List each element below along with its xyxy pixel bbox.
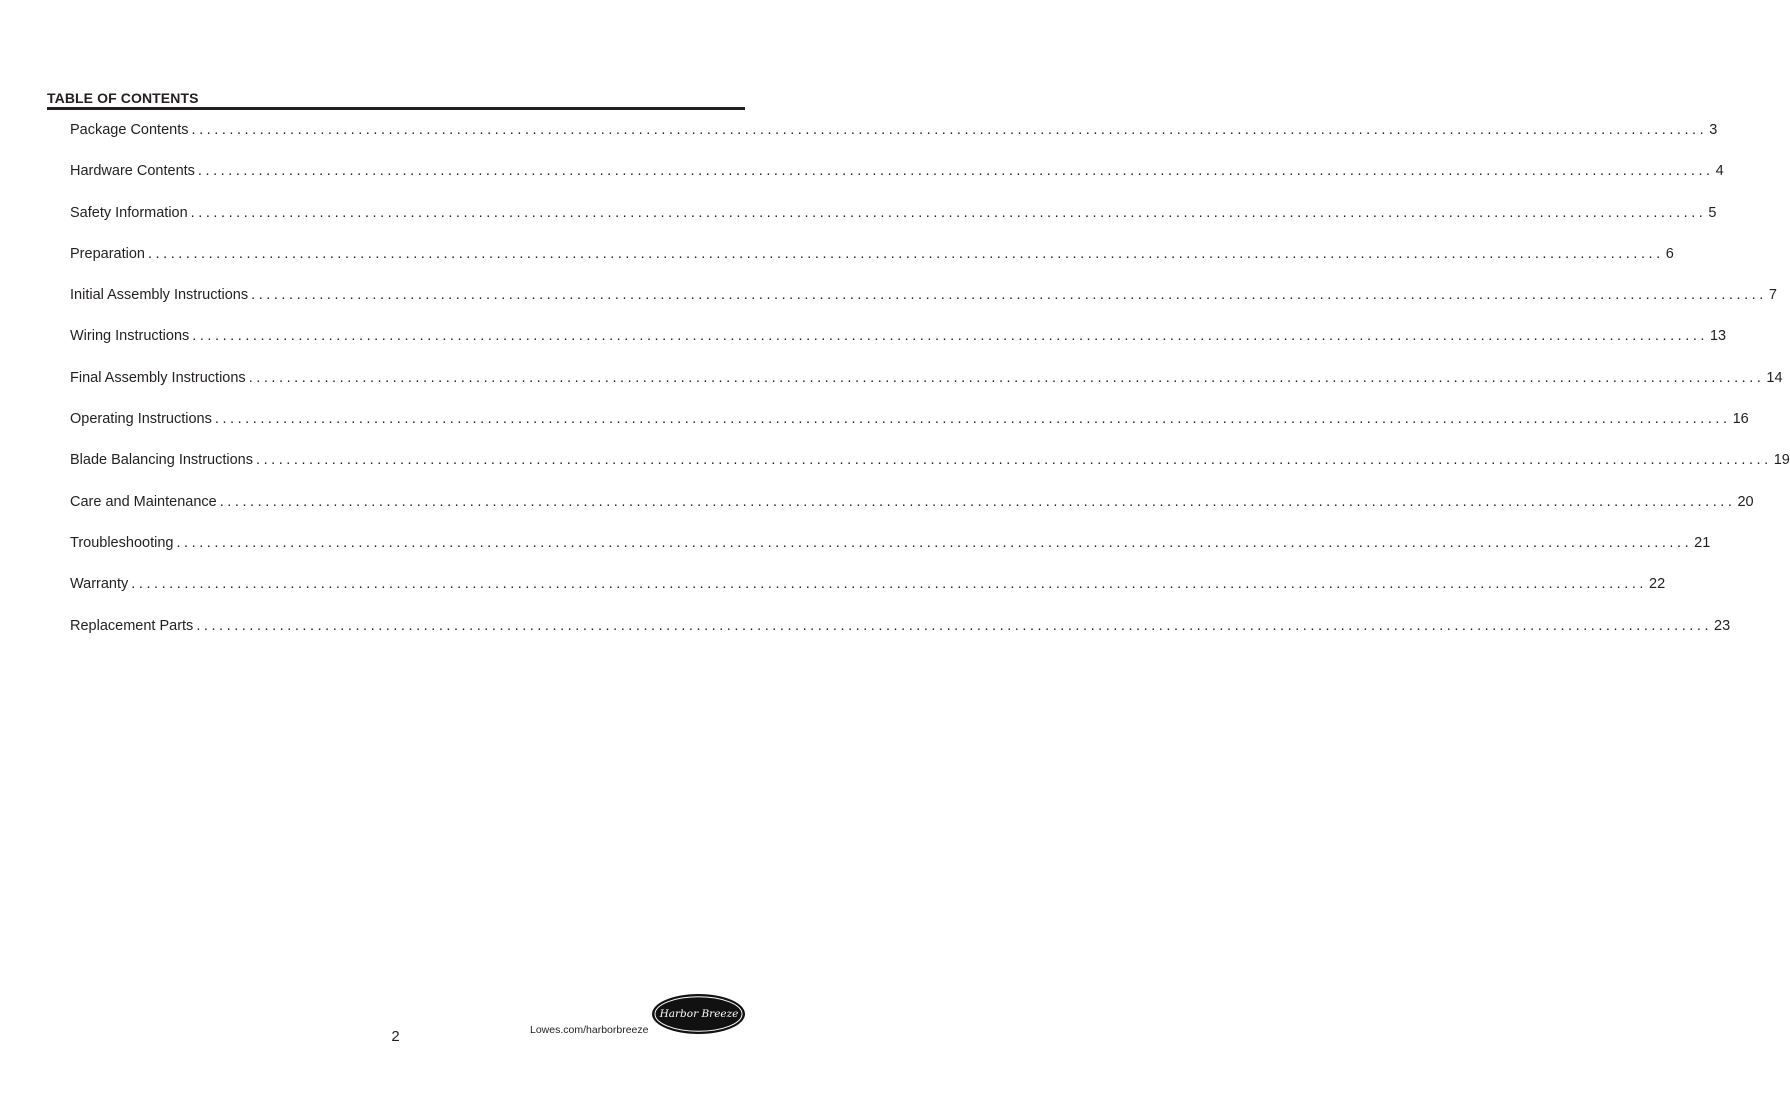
toc-leader-dots: ........................................................................................................................................................................................................: [131, 576, 1647, 593]
toc-entry-page: 23: [1714, 617, 1731, 634]
toc-leader-dots: ........................................................................................................................................................................................................: [219, 493, 1736, 510]
harbor-breeze-logo: [651, 993, 746, 1035]
toc-entry[interactable]: [70, 368, 1783, 409]
toc-leader-dots: ........................................................................................................................................................................................................: [251, 287, 1767, 304]
toc-leader-dots: ........................................................................................................................................................................................................: [248, 369, 1765, 386]
toc-heading: TABLE OF CONTENTS: [47, 90, 745, 110]
toc-entry-label: Blade Balancing Instructions: [70, 452, 253, 469]
toc-entry-label: Initial Assembly Instructions: [70, 287, 249, 304]
toc-leader-dots: ........................................................................................................................................................................................................: [190, 204, 1707, 221]
toc-entry-label: Safety Information: [70, 204, 188, 221]
toc-entry-page: 7: [1768, 287, 1777, 304]
toc-leader-dots: ........................................................................................................................................................................................................: [197, 163, 1714, 180]
toc-entry[interactable]: [70, 203, 1717, 244]
toc-leader-dots: ........................................................................................................................................................................................................: [196, 617, 1713, 634]
toc-entry-label: Final Assembly Instructions: [70, 369, 246, 386]
toc-entry[interactable]: [70, 409, 1749, 450]
toc-leader-dots: ........................................................................................................................................................................................................: [176, 534, 1693, 551]
toc-entry[interactable]: [70, 450, 1790, 491]
toc-entry-label: Troubleshooting: [70, 534, 174, 551]
toc-leader-dots: ........................................................................................................................................................................................................: [214, 411, 1731, 428]
logo-text: Harbor Breeze: [659, 1008, 739, 1020]
toc-entry-page: 20: [1737, 493, 1754, 510]
toc-entry-label: Warranty: [70, 576, 129, 593]
toc-entry-label: Care and Maintenance: [70, 493, 217, 510]
toc-leader-dots: ........................................................................................................................................................................................................: [191, 122, 1708, 138]
toc-entry-page: 13: [1709, 328, 1727, 345]
toc-entry-page: 22: [1649, 576, 1666, 593]
toc-entry-label: Hardware Contents: [70, 163, 195, 180]
toc-entry-page: 3: [1709, 122, 1718, 138]
toc-entry-page: 4: [1715, 163, 1724, 180]
toc-entry[interactable]: [70, 574, 1666, 615]
toc-entry[interactable]: [70, 616, 1731, 657]
toc-leader-dots: ........................................................................................................................................................................................................: [255, 452, 1772, 469]
toc-entry[interactable]: [70, 492, 1754, 533]
website-url: Lowes.com/harborbreeze: [530, 1024, 649, 1036]
toc-entry[interactable]: [70, 533, 1711, 574]
toc-entry-label: Operating Instructions: [70, 411, 212, 428]
toc-entry-page: 6: [1665, 245, 1674, 262]
toc-leader-dots: ........................................................................................................................................................................................................: [192, 328, 1708, 345]
toc-leader-dots: ........................................................................................................................................................................................................: [147, 245, 1664, 262]
toc-entry-label: Preparation: [70, 245, 145, 262]
toc-entry-page: 14: [1766, 369, 1783, 386]
toc-list: [70, 120, 1790, 657]
toc-entry[interactable]: [70, 285, 1777, 326]
page-number: 2: [391, 1028, 400, 1045]
toc-entry-page: 5: [1708, 204, 1717, 221]
toc-entry[interactable]: [70, 120, 1718, 161]
toc-entry-label: Replacement Parts: [70, 617, 194, 634]
toc-entry-page: 21: [1694, 534, 1711, 551]
toc-entry-label: Wiring Instructions: [70, 328, 190, 345]
toc-entry[interactable]: [70, 161, 1724, 202]
toc-entry[interactable]: [70, 326, 1727, 367]
toc-entry-page: 19: [1773, 452, 1790, 469]
toc-entry-label: Package Contents: [70, 122, 189, 138]
toc-entry-page: 16: [1732, 411, 1749, 428]
toc-entry[interactable]: [70, 244, 1674, 285]
